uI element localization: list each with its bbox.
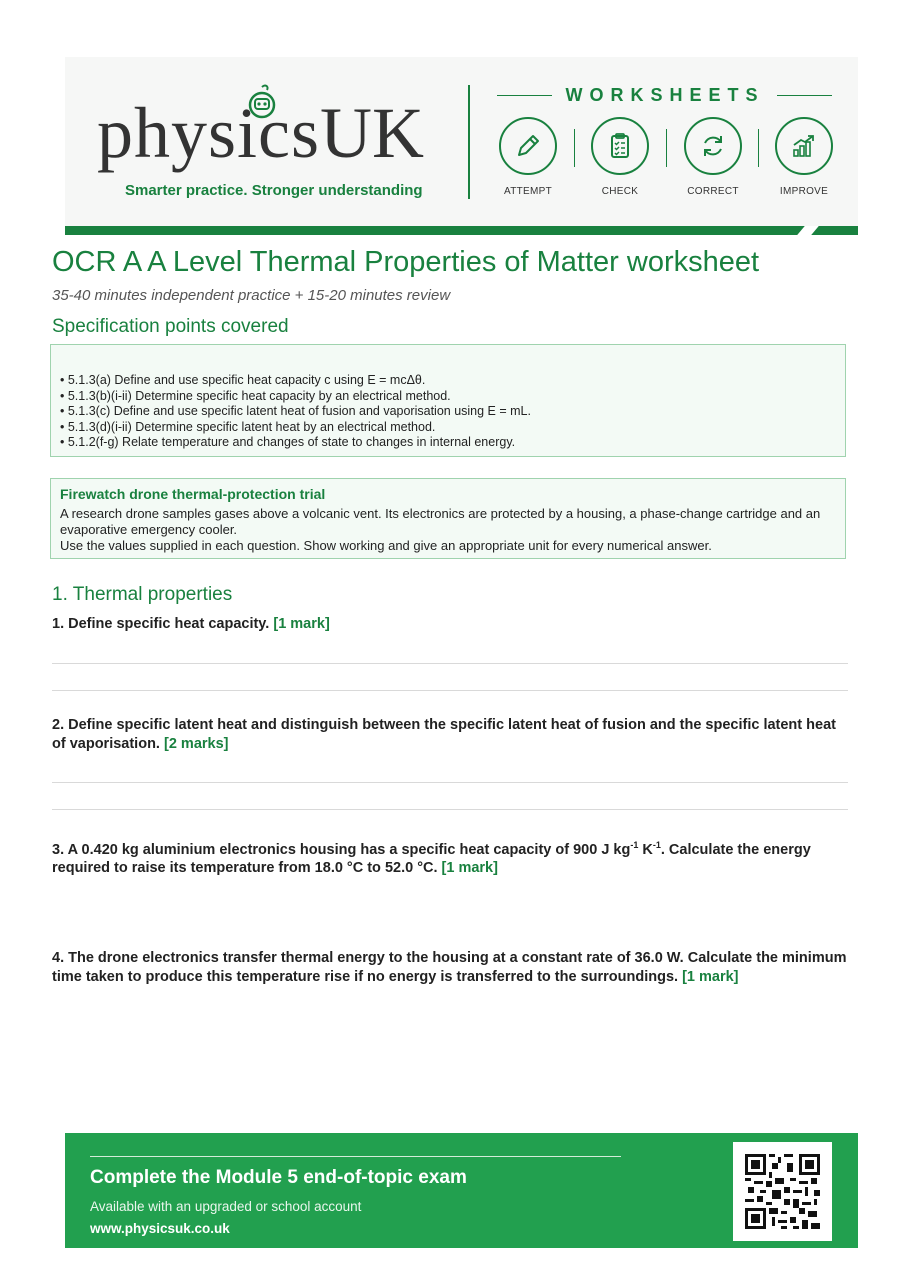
qr-code[interactable] [733,1142,832,1241]
spec-point: • 5.1.3(d)(i-ii) Determine specific latent heat by an electrical method. [60,419,436,434]
question-text: 1. Define specific heat capacity. [52,616,270,632]
step-label: CORRECT [687,186,739,197]
clipboard-check-icon [605,131,635,161]
question-text: 2. Define specific latent heat and distinguish between the specific latent heat of fusion and the specific latent heat of vaporisation. [52,717,836,752]
step-circle [775,117,833,175]
step-check [580,117,660,197]
step-separator [666,129,667,167]
spec-heading: Specification points covered [52,316,289,337]
logo-wordmark: physicsUK [97,93,424,173]
section-heading: 1. Thermal properties [52,584,233,605]
question-text: . Calculate the energy required to raise its temperature from 18.0 °C to 52.0 °C. [52,841,811,877]
question-marks: [1 mark] [682,968,739,985]
step-separator [574,129,575,167]
spec-points-list [60,373,531,451]
answer-line[interactable] [52,690,848,691]
question-marks: [1 mark] [273,616,330,632]
step-correct [673,117,753,197]
tagline: Smarter practice. Stronger understanding [125,182,423,199]
step-label: CHECK [601,186,639,197]
step-circle [499,117,557,175]
scenario-box [50,478,846,559]
question-1 [52,615,852,634]
step-circle [684,117,742,175]
step-label: ATTEMPT [503,186,553,197]
page-subtitle: 35-40 minutes independent practice + 15-20 minutes review [52,287,451,304]
scenario-line: A research drone samples gases above a volcanic vent. Its electronics are protected by a housing, a phase-change cartridge and an evaporative emergency cooler. [60,506,821,537]
question-4 [52,949,852,986]
footer-url-link[interactable]: www.physicsuk.co.uk [90,1221,230,1236]
question-text: K [638,841,653,858]
step-attempt [488,117,568,197]
footer-rule [90,1156,621,1157]
question-text: 4. The drone electronics transfer thermal energy to the housing at a constant rate of 36.0 W. Calculate the minimum time taken to produce this temperature rise if no energy is transferred to the surroundings. [52,950,847,985]
heading-rule-left [497,95,552,96]
question-text: 3. A 0.420 kg aluminium electronics housing has a specific heat capacity of 900 J kg [52,841,631,858]
worksheets-label: WORKSHEETS [565,85,765,105]
pencil-icon [513,131,543,161]
step-label: IMPROVE [779,186,829,197]
growth-chart-icon [789,131,819,161]
step-separator [758,129,759,167]
answer-line[interactable] [52,809,848,810]
answer-line[interactable] [52,663,848,664]
refresh-icon [698,131,728,161]
scenario-title: Firewatch drone thermal-protection trial [60,486,326,502]
step-improve [764,117,844,197]
footer-banner [65,1133,858,1248]
header-divider [468,85,470,199]
spec-point: • 5.1.3(b)(i-ii) Determine specific heat capacity by an electrical method. [60,388,451,403]
answer-line[interactable] [52,782,848,783]
question-2 [52,716,852,753]
spec-points-box [50,344,846,457]
scenario-text [60,506,830,554]
spec-point: • 5.1.3(c) Define and use specific latent heat of fusion and vaporisation using E = mL. [60,404,531,418]
step-circle [591,117,649,175]
spec-point: • 5.1.3(a) Define and use specific heat capacity c using E = mcΔθ. [60,373,426,387]
page-title: OCR A A Level Thermal Properties of Matter worksheet [52,246,760,278]
spec-point: • 5.1.2(f-g) Relate temperature and changes of state to changes in internal energy. [60,435,516,449]
superscript: -1 [630,840,639,850]
qr-code-icon [745,1154,820,1229]
footer-title: Complete the Module 5 end-of-topic exam [90,1167,467,1188]
heading-rule-right [777,95,832,96]
footer-subtitle: Available with an upgraded or school account [90,1199,362,1214]
question-marks: [1 mark] [441,860,498,877]
superscript: -1 [652,840,661,850]
question-3 [52,836,852,878]
question-marks: [2 marks] [164,735,229,752]
header-banner [65,57,858,227]
scenario-line: Use the values supplied in each question. Show working and give an appropriate unit for every numerical answer. [60,538,712,553]
header-accent-bar [65,226,858,235]
worksheets-heading [497,85,832,107]
